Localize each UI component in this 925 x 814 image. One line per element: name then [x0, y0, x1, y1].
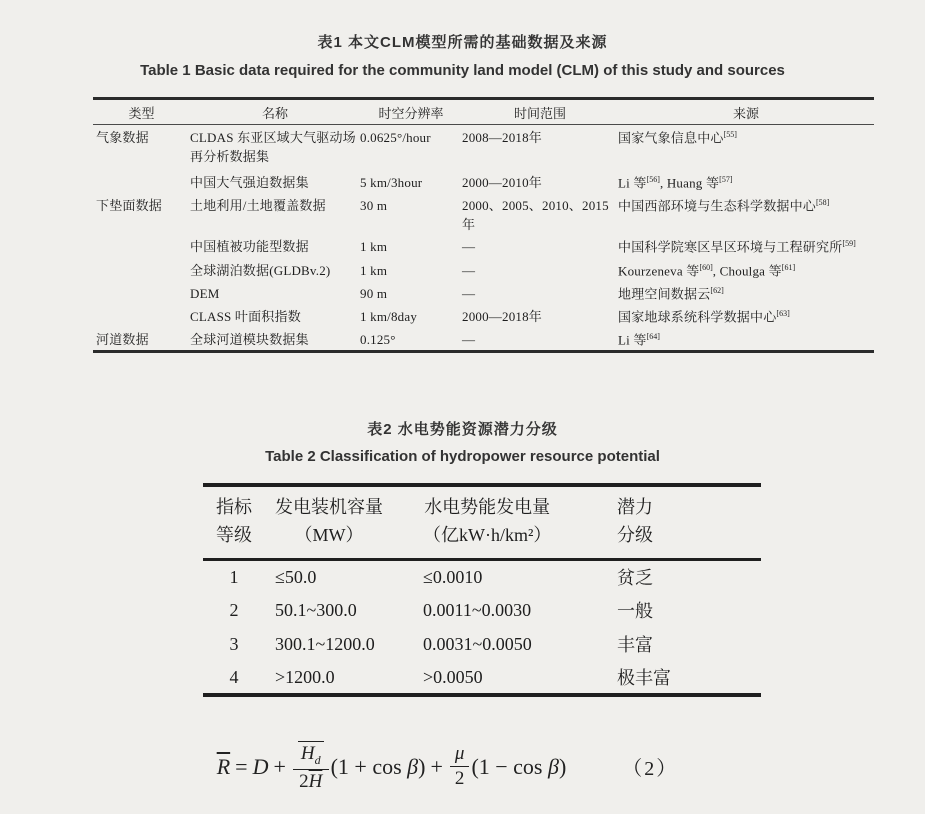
table2-header-capacity: 发电装机容量 （MW） — [265, 485, 415, 559]
table1-title-zh: 表1 本文CLM模型所需的基础数据及来源 — [317, 34, 608, 51]
equation-number: （2） — [622, 758, 679, 781]
cell-type: 河道数据 — [96, 332, 149, 348]
cell-resolution: 90 m — [360, 285, 388, 301]
table2-title-zh: 表2 水电势能资源潜力分级 — [367, 421, 558, 438]
cell-type — [93, 170, 190, 193]
table2-header-generation: 水电势能发电量 （亿kW·h/km²） — [415, 485, 585, 559]
plus-sign: + — [430, 753, 443, 779]
cell-name: CLDAS 东亚区域大气驱动场再分析数据集 — [190, 130, 356, 164]
cell-period: — — [462, 262, 476, 278]
cell-resolution: 1 km — [360, 262, 388, 278]
cell-name: 中国大气强迫数据集 — [190, 174, 309, 190]
table2-header-level: 指标 等级 — [203, 485, 265, 559]
cell-name: CLASS 叶面积指数 — [190, 308, 301, 324]
cell-period: 2000—2018年 — [462, 308, 542, 324]
cell-capacity: ≤50.0 — [275, 566, 317, 587]
cell-resolution: 1 km — [360, 239, 388, 255]
cell-source: 中国西部环境与生态科学数据中心[58] — [618, 197, 830, 213]
var-R-bar: $\overline{R}$ — [216, 753, 231, 779]
cell-period: — — [462, 332, 476, 348]
cell-type: 气象数据 — [96, 130, 149, 145]
fraction-Hd-over-2H: $\frac{H_d}{2\overline{H}}$ — [293, 741, 329, 792]
table1-header-type: 类型 — [93, 99, 190, 125]
cell-type — [93, 258, 190, 281]
cell-generation: >0.0050 — [423, 666, 483, 687]
table-row — [93, 281, 874, 304]
var-D: D — [252, 753, 269, 779]
cell-level: 2 — [229, 599, 239, 620]
cell-name: 土地利用/土地覆盖数据 — [190, 197, 326, 213]
cell-capacity: >1200.0 — [275, 666, 335, 687]
table1-container — [93, 97, 874, 353]
cell-resolution: 0.125° — [360, 332, 396, 348]
cell-source: Li 等[64] — [618, 332, 660, 348]
table-row — [203, 559, 761, 593]
table1-header-row — [93, 99, 874, 125]
cell-source: Kourzeneva 等[60], Choulga 等[61] — [618, 262, 796, 278]
table1-header-period: 时间范围 — [462, 99, 618, 125]
cell-generation: 0.0031~0.0050 — [423, 633, 532, 654]
cell-type — [93, 234, 190, 257]
table-row — [93, 170, 874, 193]
equation-2 — [0, 741, 925, 792]
table-row — [93, 234, 874, 257]
table2-title-en: Table 2 Classification of hydropower resource potential — [265, 448, 660, 465]
term-1-minus-cos-beta: (1 − cos β) — [471, 753, 567, 779]
cell-source: 地理空间数据云[62] — [618, 285, 724, 302]
table-row — [93, 258, 874, 281]
table-row — [93, 193, 874, 235]
cell-level: 1 — [229, 566, 239, 587]
table1-header-resolution: 时空分辨率 — [360, 99, 462, 125]
cell-period: — — [462, 239, 476, 255]
table1-header-name: 名称 — [190, 99, 360, 125]
cell-period: — — [462, 285, 476, 301]
table1-title-en: Table 1 Basic data required for the community land model (CLM) of this study and sources — [140, 62, 785, 79]
fraction-mu-over-2: $\frac{\mu}{2}$ — [450, 743, 470, 790]
cell-name: 全球湖泊数据(GLDBv.2) — [190, 262, 331, 278]
cell-source: Li 等[56], Huang 等[57] — [618, 174, 733, 190]
equals-sign: = — [235, 753, 248, 779]
cell-source: 国家气象信息中心[55] — [618, 130, 737, 146]
cell-potential: 丰富 — [617, 635, 653, 656]
cell-source: 国家地球系统科学数据中心[63] — [618, 308, 790, 325]
cell-generation: 0.0011~0.0030 — [423, 599, 532, 620]
cell-source: 中国科学院寒区旱区环境与工程研究所[59] — [618, 239, 856, 255]
table-row — [93, 125, 874, 170]
table-row — [203, 627, 761, 661]
plus-sign: + — [273, 753, 286, 779]
table-row — [93, 304, 874, 327]
cell-resolution: 30 m — [360, 197, 388, 213]
cell-period: 2008—2018年 — [462, 130, 542, 145]
cell-capacity: 300.1~1200.0 — [275, 633, 375, 654]
cell-capacity: 50.1~300.0 — [275, 599, 357, 620]
table2-header-row — [203, 485, 761, 559]
cell-period: 2000—2010年 — [462, 174, 542, 190]
cell-name: 全球河道模块数据集 — [190, 332, 309, 348]
table1 — [93, 97, 874, 353]
table2-container — [203, 483, 761, 697]
cell-level: 4 — [229, 666, 239, 687]
cell-period: 2000、2005、2010、2015年 — [462, 197, 609, 232]
overline-Hd: $H_d$ — [298, 741, 324, 768]
cell-potential: 贫乏 — [617, 568, 653, 589]
table2-header-potential: 潜力 分级 — [585, 485, 761, 559]
cell-type — [93, 281, 190, 304]
table-row — [203, 593, 761, 627]
table1-header-source: 来源 — [618, 99, 874, 125]
cell-name: DEM — [190, 285, 220, 301]
cell-potential: 一般 — [617, 601, 653, 622]
cell-resolution: 5 km/3hour — [360, 174, 423, 190]
table-row — [203, 661, 761, 695]
cell-generation: ≤0.0010 — [423, 566, 483, 587]
cell-type — [93, 304, 190, 327]
table2 — [203, 483, 761, 697]
term-1-plus-cos-beta: (1 + cos β) — [330, 753, 426, 779]
cell-level: 3 — [229, 633, 239, 654]
cell-resolution: 1 km/8day — [360, 308, 418, 324]
cell-type: 下垫面数据 — [96, 197, 163, 213]
cell-resolution: 0.0625°/hour — [360, 130, 431, 145]
table-row — [93, 327, 874, 352]
cell-name: 中国植被功能型数据 — [190, 239, 309, 255]
cell-potential: 极丰富 — [617, 668, 671, 689]
